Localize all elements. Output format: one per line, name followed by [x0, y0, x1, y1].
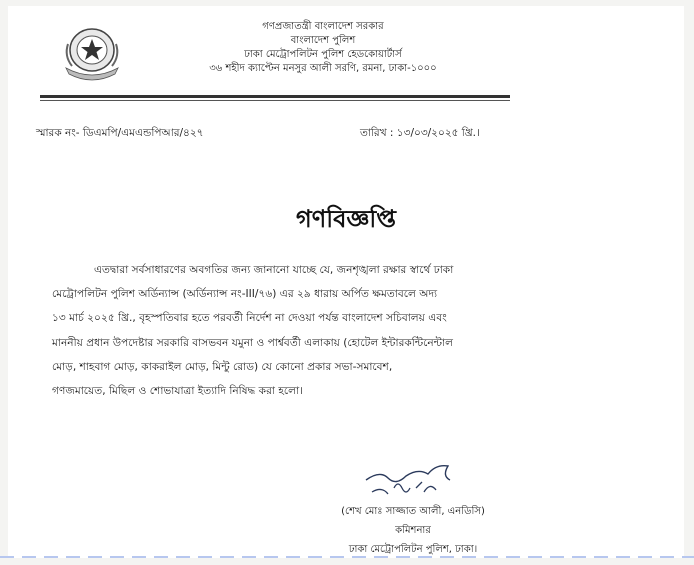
body-line: মাননীয় প্রধান উপদেষ্টার সরকারি বাসভবন যমুনা ও পার্শ্ববর্তী এলাকায় (হোটেল ইন্টারকন্টিনেন্টাল	[52, 336, 454, 349]
memo-number: স্মারক নং- ডিএমপি/এমএন্ডপিআর/৪২৭	[36, 127, 204, 139]
notice-body	[52, 258, 672, 403]
body-line: গণজমায়েত, মিছিল ও শোভাযাত্রা ইত্যাদি নিষিদ্ধ করা হলো।	[52, 385, 303, 398]
header-police: বাংলাদেশ পুলিশ	[290, 35, 356, 46]
body-line: মোড়, শাহবাগ মোড়, কাকরাইল মোড়, মিন্টু রোড) যে কোনো প্রকার সভা-সমাবেশ,	[52, 360, 393, 373]
body-line: ১৩ মার্চ ২০২৫ খ্রি., বৃহস্পতিবার হতে পরবর্তী নির্দেশ না দেওয়া পর্যন্ত বাংলাদেশ সচিবালয় এবং	[52, 312, 447, 325]
police-emblem-icon	[60, 24, 124, 82]
signature-block	[313, 502, 513, 559]
letterhead	[8, 6, 684, 101]
header-address: ৩৬ শহীদ ক্যাপ্টেন মনসুর আলী সরণি, রমনা, ঢাকা-১০০০	[209, 63, 437, 74]
signatory-office: ঢাকা মেট্রোপলিটন পুলিশ, ঢাকা।	[348, 544, 478, 555]
notice-title: গণবিজ্ঞপ্তি	[295, 204, 397, 233]
body-line: মেট্রোপলিটন পুলিশ অর্ডিন্যান্স (অর্ডিন্যান্স নং-III/৭৬) এর ২৯ ধারায় অর্পিত ক্ষমতাবলে অদ্য	[52, 288, 438, 301]
header-divider	[40, 95, 510, 101]
scan-edge	[0, 556, 694, 558]
letterhead-text	[158, 20, 488, 76]
signatory-designation: কমিশনার	[395, 525, 431, 536]
memo-date: তারিখ : ১৩/০৩/২০২৫ খ্রি.।	[360, 127, 480, 139]
handwritten-signature	[358, 458, 458, 502]
notice-document	[8, 6, 684, 558]
body-line: এতদ্বারা সর্বসাধারণের অবগতির জন্য জানানো যাচ্ছে যে, জনশৃঙ্খলা রক্ষার স্বার্থে ঢাকা	[94, 264, 454, 276]
header-government: গণপ্রজাতন্ত্রী বাংলাদেশ সরকার	[262, 21, 384, 32]
signatory-name: (শেখ মোঃ সাজ্জাত আলী, এনডিসি)	[341, 506, 485, 517]
header-dmp-hq: ঢাকা মেট্রোপলিটন পুলিশ হেডকোয়ার্টার্স	[244, 49, 402, 60]
